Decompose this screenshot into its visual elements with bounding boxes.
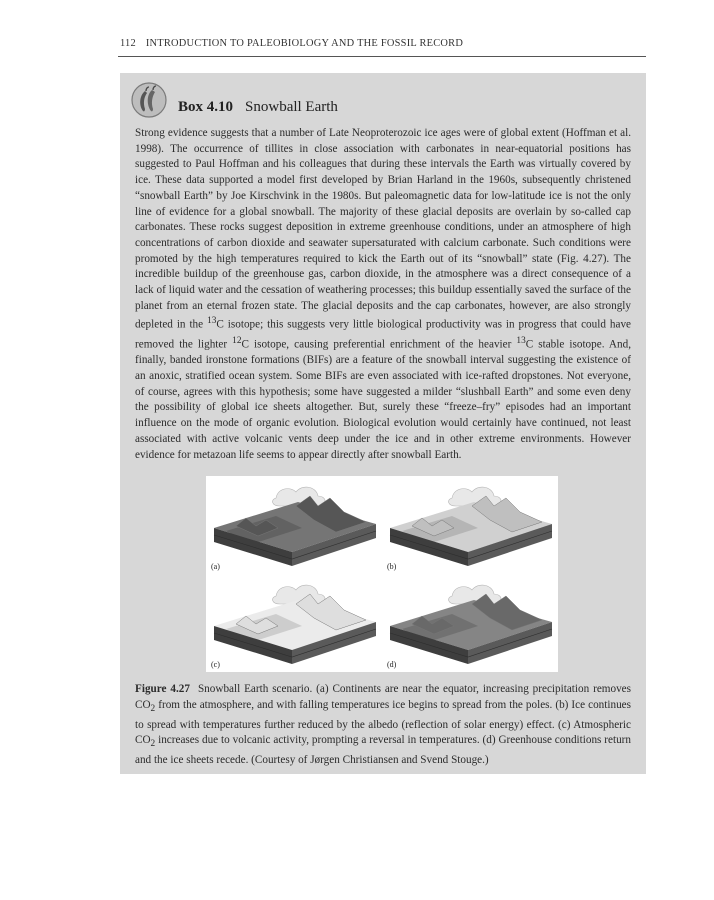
page-number: 112 <box>120 38 136 49</box>
running-head <box>120 38 646 49</box>
header-rule <box>118 56 646 57</box>
box-4-10 <box>120 73 646 774</box>
box-title <box>178 99 338 116</box>
figure-caption <box>135 682 631 769</box>
figure-label: Figure 4.27 <box>135 683 190 695</box>
panel-label: (c) <box>211 660 220 669</box>
figure-panel-d <box>382 574 558 672</box>
figure-panel-a <box>206 476 382 574</box>
box-body-text: Strong evidence suggests that a number of Late Neoproterozoic ice ages were of global extent (Hoffman et al. 1998). The occurrence of tillites in close association with carbonates in near-equatorial positions has suggested to Paul Hoffman and his colleagues that during these intervals the Earth was virtually covered by ice. These data supported a model first developed by Brian Harland in the 1960s, subsequently christened “snowball Earth” by Joe Kirschvink in the 1980s. But paleomagnetic data for low-latitude ice is not the only line of evidence for a global snowball. The majority of these glacial deposits are overlain by so-called cap carbonates. These rocks suggest deposition in extreme greenhouse conditions, under an atmosphere of high concentrations of carbon dioxide and seawater supersaturated with calcium carbonate. Such conditions were promoted by the high temperatures required to kick the Earth out of its “snowball” state (Fig. 4.27). The incredible buildup of the greenhouse gas, carbon dioxide, in the atmosphere was a direct consequence of a lack of liquid water and the cessation of weathering processes; this buildup essentially saved the surface of the planet from an eternal frozen state. The glacial deposits and the cap carbonates, however, are also strongly depleted in the $^{13}$C isotope; this suggests very little biological productivity was in progress that could have removed the lighter $^{12}$C isotope, causing preferential enrichment of the heavier $^{13}$C stable isotope. And, finally, banded ironstone formations (BIFs) are a feature of the snowball interval suggesting the existence of an anoxic, stratified ocean system. Some BIFs are even associated with ice-rafted dropstones. Not everyone, of course, agrees with this hypothesis; some have suggested a milder “slushball Earth” and some even deny the possibility of global ice sheets altogether. But, surely these “freeze–fry” episodes had an important influence on the mode of organic evolution. Biological evolution would certainly have continued, not least associated with active volcanic vents deep under the ice and in other extreme environments. However evidence for metazoan life seems to appear directly after snowball Earth. <box>135 127 631 461</box>
panel-label: (b) <box>387 562 397 571</box>
box-header <box>130 81 630 121</box>
chili-peppers-icon <box>130 81 168 119</box>
panel-label: (d) <box>387 660 397 669</box>
box-title-text: Snowball Earth <box>245 99 338 115</box>
figure-4-27 <box>206 476 558 672</box>
box-number: Box 4.10 <box>178 99 234 115</box>
figure-panel-b <box>382 476 558 574</box>
running-title: INTRODUCTION TO PALEOBIOLOGY AND THE FOSSIL RECORD <box>145 38 464 49</box>
caption-text: Snowball Earth scenario. (a) Continents are near the equator, increasing precipitation removes $CO_2$ from the atmosphere, and with falling temperatures ice begins to spread from the poles. (b) Ice continues to spread with temperatures further reduced by the albedo (reflection of solar energy) effect. (c) Atmospheric $CO_2$ increases due to volcanic activity, prompting a reversal in temperatures. (d) Greenhouse conditions return and the ice sheets recede. (Courtesy of Jørgen Christiansen and Svend Stouge.) <box>135 683 631 767</box>
figure-panel-c <box>206 574 382 672</box>
panel-label: (a) <box>211 562 220 571</box>
